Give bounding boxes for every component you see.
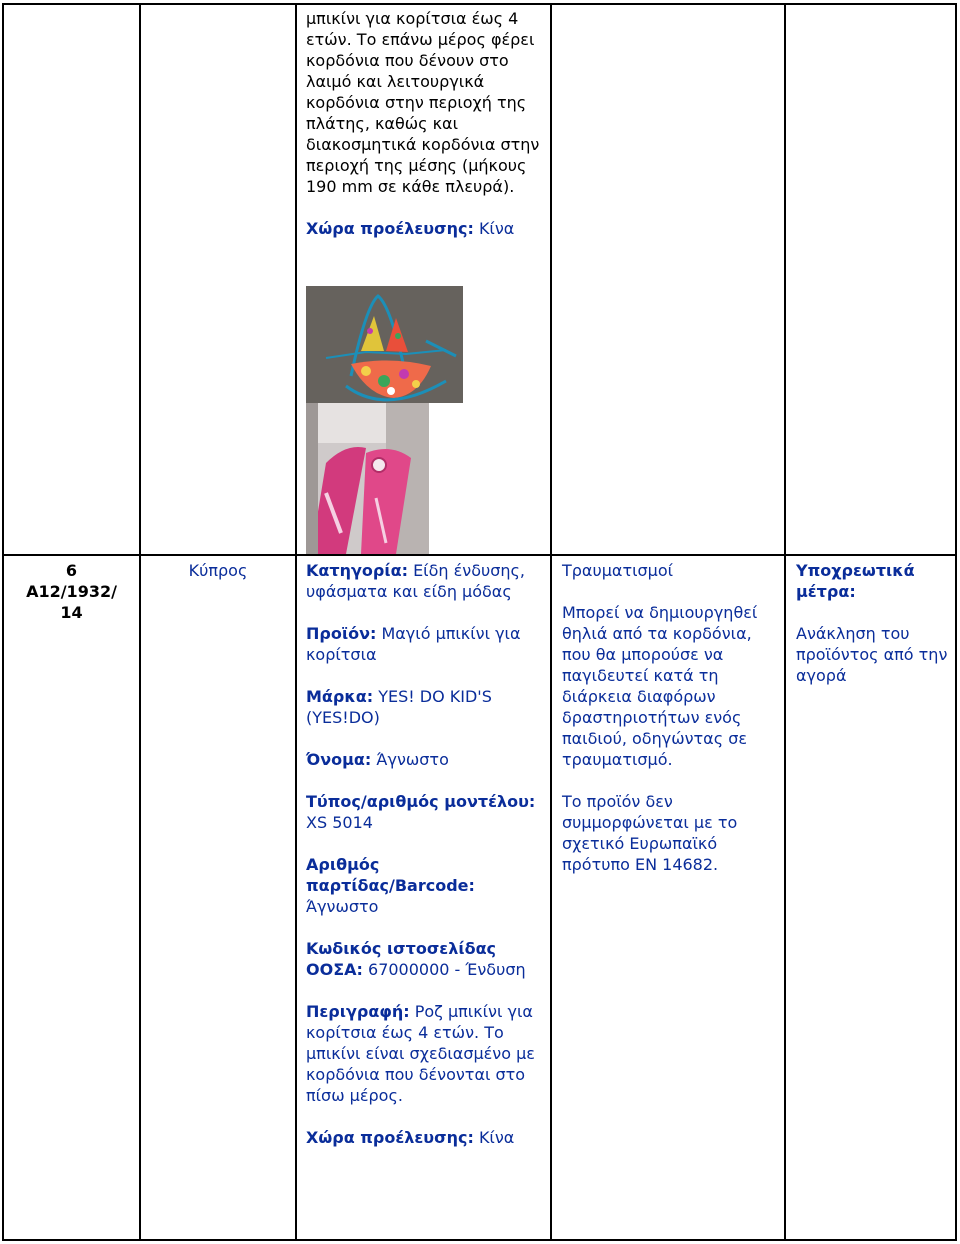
risk-standard: Το προϊόν δεν συμμορφώνεται με το σχετικό Ευρωπαϊκό πρότυπο EN 14682. [562,792,738,874]
measures-cell [796,560,948,686]
country-cell [141,560,295,581]
row-number-cell [4,560,139,623]
product-photo-tags [306,403,429,554]
name-line [306,749,542,770]
product-label: Προϊόν: [306,624,377,643]
notifying-country: Κύπρος [188,561,248,580]
product-photo-bikini [306,286,463,403]
table-border-top [2,3,956,5]
risk-description: Μπορεί να δημιουργηθεί θηλιά από τα κορδόνια, που θα μπορούσε να παγιδευτεί κατά τη διάρκεια διαφόρων δραστηριοτήτων ενός παιδιού, οδηγώντας σε τραυματισμό. [562,603,758,769]
origin-value: Κίνα [478,219,515,238]
origin-line [306,218,542,239]
category-label: Κατηγορία: [306,561,408,580]
batch-value: Άγνωστο [306,897,379,916]
row-number: 6 [65,561,78,580]
description-tail: μπικίνι για κορίτσια έως 4 ετών. Το επάνω μέρος φέρει κορδόνια που δένουν στο λαιμό και λειτουργικά κορδόνια στην περιοχή της πλάτης, καθώς και διακοσμητικά κορδόνια στην περιοχή της μέσης (μήκους 190 mm σε κάθε πλευρά). [306,9,540,196]
measures-value: Ανάκληση του προϊόντος από την αγορά [796,624,948,685]
model-label: Τύπος/αριθμός μοντέλου: [306,792,536,811]
origin-label: Χώρα προέλευσης: [306,1128,474,1147]
category-value: Είδη ένδυσης, υφάσματα και είδη μόδας [306,561,525,601]
oecd-line [306,938,542,980]
origin-line [306,1127,542,1148]
col-divider [784,3,786,1241]
brand-value: YES! DO KID'S (YES!DO) [306,687,492,727]
model-value: XS 5014 [306,813,373,832]
batch-label: Αριθμός παρτίδας/Barcode: [306,855,475,895]
row-divider [2,554,956,556]
description-line [306,1001,542,1106]
col-divider [550,3,552,1241]
top-row-product-cell [306,8,542,239]
col-divider [139,3,141,1241]
description-label: Περιγραφή: [306,1002,410,1021]
measures-label: Υποχρεωτικά μέτρα: [796,561,915,601]
col-divider [955,3,957,1241]
description-value: Ροζ μπικίνι για κορίτσια έως 4 ετών. Το μπικίνι είναι σχεδιασμένο με κορδόνια που δένονται στο πίσω μέρος. [306,1002,535,1105]
origin-value: Κίνα [478,1128,515,1147]
risk-type: Τραυματισμοί [562,561,674,580]
brand-line [306,686,542,728]
col-divider [295,3,297,1241]
category-line [306,560,542,602]
model-line [306,791,542,833]
oecd-label: Κωδικός ιστοσελίδας ΟΟΣΑ: [306,939,497,979]
risk-cell [562,560,776,875]
batch-line [306,854,542,917]
name-value: Άγνωστο [376,750,449,769]
product-cell [306,560,542,1148]
table-border-bottom [2,1239,956,1241]
product-value: Μαγιό μπικίνι για κορίτσια [306,624,521,664]
reference-number: A12/1932/ 14 [26,582,117,622]
product-line [306,623,542,665]
brand-label: Μάρκα: [306,687,374,706]
origin-label: Χώρα προέλευσης: [306,219,474,238]
oecd-value: 67000000 - Ένδυση [368,960,526,979]
name-label: Όνομα: [306,750,372,769]
